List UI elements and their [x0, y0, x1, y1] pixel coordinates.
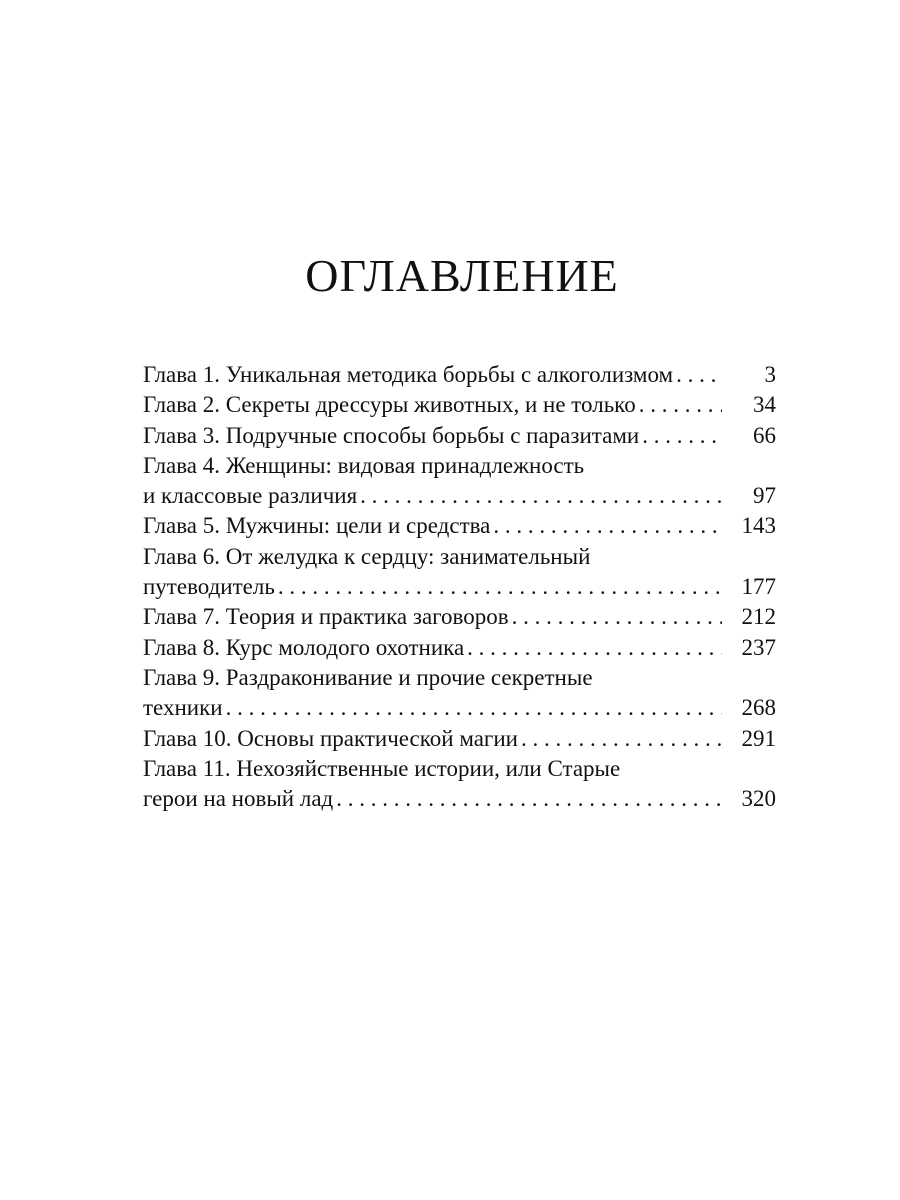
toc-dot-leader: [642, 421, 722, 451]
toc-chapter-title-first-line: Глава 11. Нехозяйственные истории, или Старые: [143, 755, 621, 781]
toc-entry: [143, 390, 776, 420]
toc-entry: [143, 451, 776, 512]
page-title: ОГЛАВЛЕНИЕ: [305, 250, 619, 301]
toc-line: [143, 481, 776, 511]
toc-chapter-title-first-line: Глава 4. Женщины: видовая принадлежность: [143, 452, 585, 478]
toc-chapter-title: и классовые различия: [143, 483, 358, 509]
toc-page-number: 143: [741, 513, 776, 539]
toc-chapter-title: путеводитель: [143, 574, 275, 600]
toc-chapter-title: Глава 7. Теория и практика заговоров: [143, 604, 509, 630]
toc-dot-leader: [278, 572, 722, 602]
toc-line: [143, 602, 776, 632]
toc-entry: [143, 663, 776, 724]
toc-entry: [143, 421, 776, 451]
toc-entry: [143, 360, 776, 390]
toc-line: [143, 693, 776, 723]
toc-dot-leader: [639, 390, 722, 420]
toc-line: [143, 511, 776, 541]
toc-page-number: 3: [764, 362, 776, 387]
toc-entry: [143, 754, 776, 815]
toc-dot-leader: [493, 511, 722, 541]
toc-page-number: 237: [741, 634, 776, 660]
toc-entry: [143, 724, 776, 754]
toc-chapter-title: Глава 1. Уникальная методика борьбы с алкоголизмом: [143, 362, 674, 387]
toc-dot-leader: [226, 693, 722, 723]
toc-entry: [143, 602, 776, 632]
toc-chapter-title: Глава 10. Основы практической магии: [143, 725, 518, 751]
toc-page-number: 212: [741, 604, 776, 630]
toc-dot-leader: [360, 481, 722, 511]
toc-chapter-title: техники: [143, 695, 223, 721]
toc-line: [143, 360, 776, 390]
toc-dot-leader: [467, 633, 722, 663]
toc-page-number: 268: [741, 695, 776, 721]
toc-page-number: 177: [741, 574, 776, 600]
toc-line: [143, 724, 776, 754]
toc-entry: [143, 542, 776, 603]
toc-entry: [143, 633, 776, 663]
toc-line: [143, 421, 776, 451]
toc-line: [143, 572, 776, 602]
toc-entry: [143, 511, 776, 541]
toc-page-number: 320: [741, 786, 776, 812]
toc-page-number: 291: [741, 725, 776, 751]
toc-dot-leader: [336, 784, 722, 814]
toc-page-number: 34: [753, 392, 776, 418]
toc-dot-leader: [676, 360, 722, 390]
table-of-contents: [143, 360, 776, 814]
toc-chapter-title-first-line: Глава 9. Раздраконивание и прочие секретные: [143, 664, 593, 690]
toc-line: [143, 633, 776, 663]
toc-line: [143, 784, 776, 814]
toc-chapter-title-first-line: Глава 6. От желудка к сердцу: занимательный: [143, 543, 591, 569]
toc-line: [143, 390, 776, 420]
toc-chapter-title: Глава 2. Секреты дрессуры животных, и не только: [143, 392, 636, 418]
toc-dot-leader: [521, 724, 722, 754]
toc-chapter-title: Глава 5. Мужчины: цели и средства: [143, 513, 491, 539]
toc-dot-leader: [512, 602, 722, 632]
toc-page-number: 97: [753, 483, 776, 509]
toc-chapter-title: Глава 8. Курс молодого охотника: [143, 634, 465, 660]
toc-chapter-title: герои на новый лад: [143, 786, 334, 812]
toc-chapter-title: Глава 3. Подручные способы борьбы с паразитами: [143, 422, 640, 448]
toc-page-number: 66: [753, 422, 776, 448]
